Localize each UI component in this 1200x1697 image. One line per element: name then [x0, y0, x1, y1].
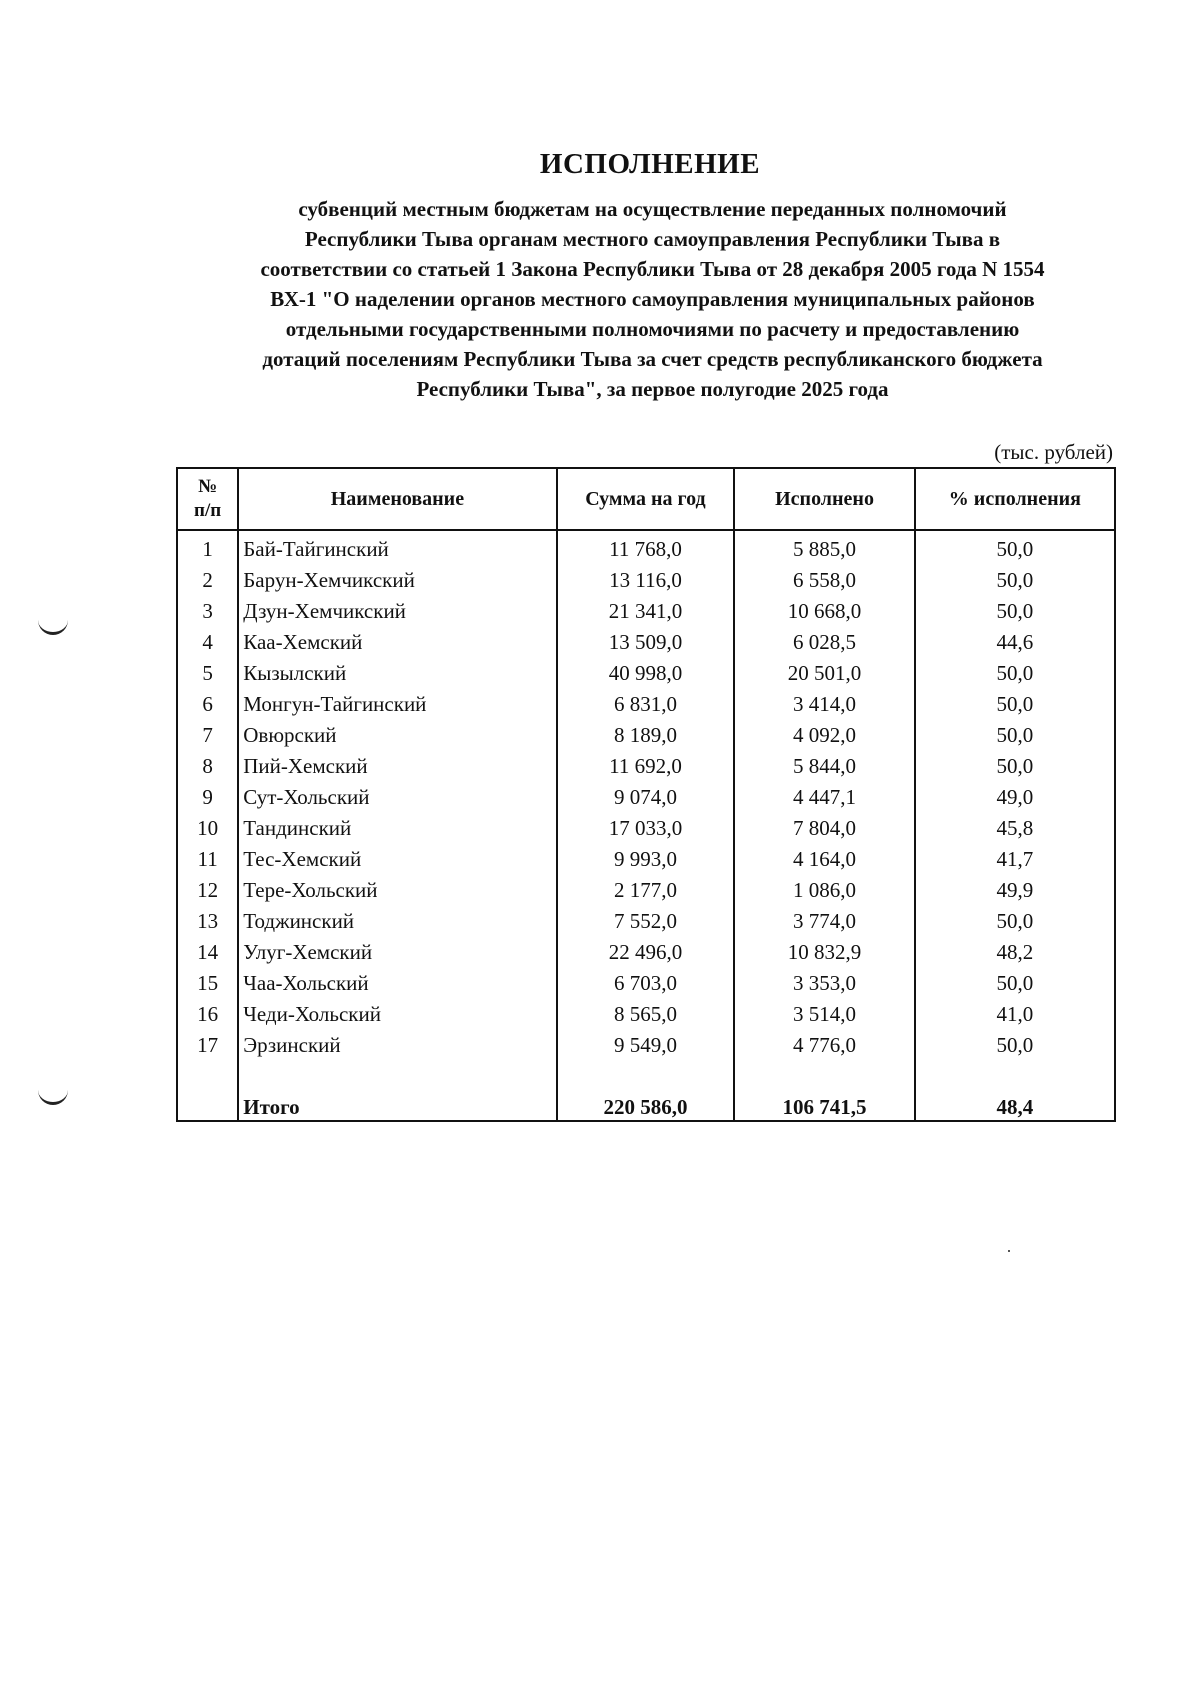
row-executed: 4 164,0 — [734, 841, 914, 872]
row-percent: 50,0 — [915, 717, 1115, 748]
row-executed: 5 885,0 — [734, 530, 914, 562]
document-subtitle — [180, 194, 1125, 404]
execution-table — [176, 467, 1116, 1122]
table-row — [177, 624, 1115, 655]
subtitle-line: субвенций местным бюджетам на осуществление переданных полномочий — [298, 197, 1007, 221]
document-title: ИСПОЛНЕНИЕ — [539, 148, 761, 180]
row-annual-sum: 21 341,0 — [557, 593, 735, 624]
row-number: 14 — [177, 934, 238, 965]
row-name: Монгун-Тайгинский — [238, 686, 556, 717]
row-executed: 6 558,0 — [734, 562, 914, 593]
row-percent: 49,0 — [915, 779, 1115, 810]
row-annual-sum: 9 993,0 — [557, 841, 735, 872]
units-label: (тыс. рублей) — [994, 440, 1113, 464]
row-annual-sum: 11 692,0 — [557, 748, 735, 779]
row-name: Тандинский — [238, 810, 556, 841]
row-annual-sum: 2 177,0 — [557, 872, 735, 903]
row-annual-sum: 8 565,0 — [557, 996, 735, 1027]
row-annual-sum: 9 074,0 — [557, 779, 735, 810]
row-annual-sum: 13 509,0 — [557, 624, 735, 655]
row-annual-sum: 22 496,0 — [557, 934, 735, 965]
spacer-cell — [915, 1058, 1115, 1088]
total-executed: 106 741,5 — [734, 1088, 914, 1121]
row-number: 11 — [177, 841, 238, 872]
row-executed: 5 844,0 — [734, 748, 914, 779]
table-row — [177, 717, 1115, 748]
row-percent: 49,9 — [915, 872, 1115, 903]
subtitle-line: ВХ-1 "О наделении органов местного самоуправления муниципальных районов — [270, 287, 1035, 311]
row-name: Эрзинский — [238, 1027, 556, 1058]
subtitle-line: соответствии со статьей 1 Закона Республики Тыва от 28 декабря 2005 года N 1554 — [260, 257, 1045, 281]
row-executed: 4 092,0 — [734, 717, 914, 748]
row-executed: 6 028,5 — [734, 624, 914, 655]
spacer-row — [177, 1058, 1115, 1088]
row-executed: 1 086,0 — [734, 872, 914, 903]
row-percent: 41,7 — [915, 841, 1115, 872]
table-row — [177, 748, 1115, 779]
row-name: Бай-Тайгинский — [238, 530, 556, 562]
header-number — [177, 468, 238, 530]
row-name: Дзун-Хемчикский — [238, 593, 556, 624]
table-row — [177, 686, 1115, 717]
row-number: 17 — [177, 1027, 238, 1058]
table-row — [177, 841, 1115, 872]
header-executed: Исполнено — [734, 468, 914, 530]
table-row — [177, 562, 1115, 593]
row-executed: 7 804,0 — [734, 810, 914, 841]
row-percent: 50,0 — [915, 655, 1115, 686]
header-annual-sum: Сумма на год — [557, 468, 735, 530]
row-annual-sum: 11 768,0 — [557, 530, 735, 562]
table-row — [177, 1027, 1115, 1058]
row-annual-sum: 8 189,0 — [557, 717, 735, 748]
row-number: 7 — [177, 717, 238, 748]
row-name: Пий-Хемский — [238, 748, 556, 779]
header-percent: % исполнения — [915, 468, 1115, 530]
row-number: 2 — [177, 562, 238, 593]
row-annual-sum: 40 998,0 — [557, 655, 735, 686]
row-percent: 50,0 — [915, 1027, 1115, 1058]
row-percent: 50,0 — [915, 562, 1115, 593]
total-annual-sum: 220 586,0 — [557, 1088, 735, 1121]
row-number: 12 — [177, 872, 238, 903]
total-row — [177, 1088, 1115, 1121]
row-annual-sum: 13 116,0 — [557, 562, 735, 593]
table-row — [177, 934, 1115, 965]
row-name: Барун-Хемчикский — [238, 562, 556, 593]
header-number-line1: № — [198, 476, 218, 497]
header-number-line2: п/п — [194, 500, 222, 521]
row-name: Тес-Хемский — [238, 841, 556, 872]
subtitle-line: Республики Тыва органам местного самоуправления Республики Тыва в — [304, 227, 1001, 251]
header-name: Наименование — [238, 468, 556, 530]
scan-artifact-dot — [1008, 1250, 1010, 1252]
row-percent: 45,8 — [915, 810, 1115, 841]
row-number: 10 — [177, 810, 238, 841]
row-executed: 3 514,0 — [734, 996, 914, 1027]
row-name: Улуг-Хемский — [238, 934, 556, 965]
row-executed: 4 776,0 — [734, 1027, 914, 1058]
row-percent: 50,0 — [915, 965, 1115, 996]
row-annual-sum: 6 703,0 — [557, 965, 735, 996]
row-number: 4 — [177, 624, 238, 655]
row-executed: 20 501,0 — [734, 655, 914, 686]
row-percent: 50,0 — [915, 530, 1115, 562]
table-row — [177, 530, 1115, 562]
row-executed: 3 353,0 — [734, 965, 914, 996]
table-row — [177, 779, 1115, 810]
table-row — [177, 996, 1115, 1027]
row-percent: 50,0 — [915, 686, 1115, 717]
subtitle-line: отдельными государственными полномочиями по расчету и предоставлению — [285, 317, 1020, 341]
spacer-cell — [557, 1058, 735, 1088]
total-percent: 48,4 — [915, 1088, 1115, 1121]
row-number: 15 — [177, 965, 238, 996]
row-percent: 48,2 — [915, 934, 1115, 965]
row-executed: 4 447,1 — [734, 779, 914, 810]
row-percent: 44,6 — [915, 624, 1115, 655]
table-header-row — [177, 468, 1115, 530]
spacer-cell — [177, 1058, 238, 1088]
table-row — [177, 810, 1115, 841]
row-number: 1 — [177, 530, 238, 562]
row-percent: 50,0 — [915, 903, 1115, 934]
scan-artifact-mark — [38, 618, 68, 635]
row-name: Тере-Хольский — [238, 872, 556, 903]
spacer-cell — [734, 1058, 914, 1088]
row-name: Тоджинский — [238, 903, 556, 934]
row-executed: 10 832,9 — [734, 934, 914, 965]
total-label: Итого — [238, 1088, 556, 1121]
subtitle-line: дотаций поселениям Республики Тыва за счет средств республиканского бюджета — [262, 347, 1043, 371]
row-executed: 10 668,0 — [734, 593, 914, 624]
table-row — [177, 655, 1115, 686]
row-name: Кызылский — [238, 655, 556, 686]
row-name: Каа-Хемский — [238, 624, 556, 655]
row-name: Чеди-Хольский — [238, 996, 556, 1027]
subtitle-line: Республики Тыва", за первое полугодие 2025 года — [416, 377, 889, 401]
row-percent: 41,0 — [915, 996, 1115, 1027]
row-number: 3 — [177, 593, 238, 624]
row-name: Чаа-Хольский — [238, 965, 556, 996]
row-annual-sum: 9 549,0 — [557, 1027, 735, 1058]
row-executed: 3 414,0 — [734, 686, 914, 717]
row-annual-sum: 7 552,0 — [557, 903, 735, 934]
row-annual-sum: 6 831,0 — [557, 686, 735, 717]
row-number: 13 — [177, 903, 238, 934]
table-row — [177, 593, 1115, 624]
row-name: Сут-Хольский — [238, 779, 556, 810]
row-number: 6 — [177, 686, 238, 717]
total-number-cell — [177, 1088, 238, 1121]
row-number: 5 — [177, 655, 238, 686]
row-number: 16 — [177, 996, 238, 1027]
table-row — [177, 903, 1115, 934]
row-name: Овюрский — [238, 717, 556, 748]
table-row — [177, 872, 1115, 903]
spacer-cell — [238, 1058, 556, 1088]
row-number: 9 — [177, 779, 238, 810]
row-percent: 50,0 — [915, 748, 1115, 779]
row-number: 8 — [177, 748, 238, 779]
row-percent: 50,0 — [915, 593, 1115, 624]
row-annual-sum: 17 033,0 — [557, 810, 735, 841]
scan-artifact-mark — [38, 1088, 68, 1105]
row-executed: 3 774,0 — [734, 903, 914, 934]
table-row — [177, 965, 1115, 996]
